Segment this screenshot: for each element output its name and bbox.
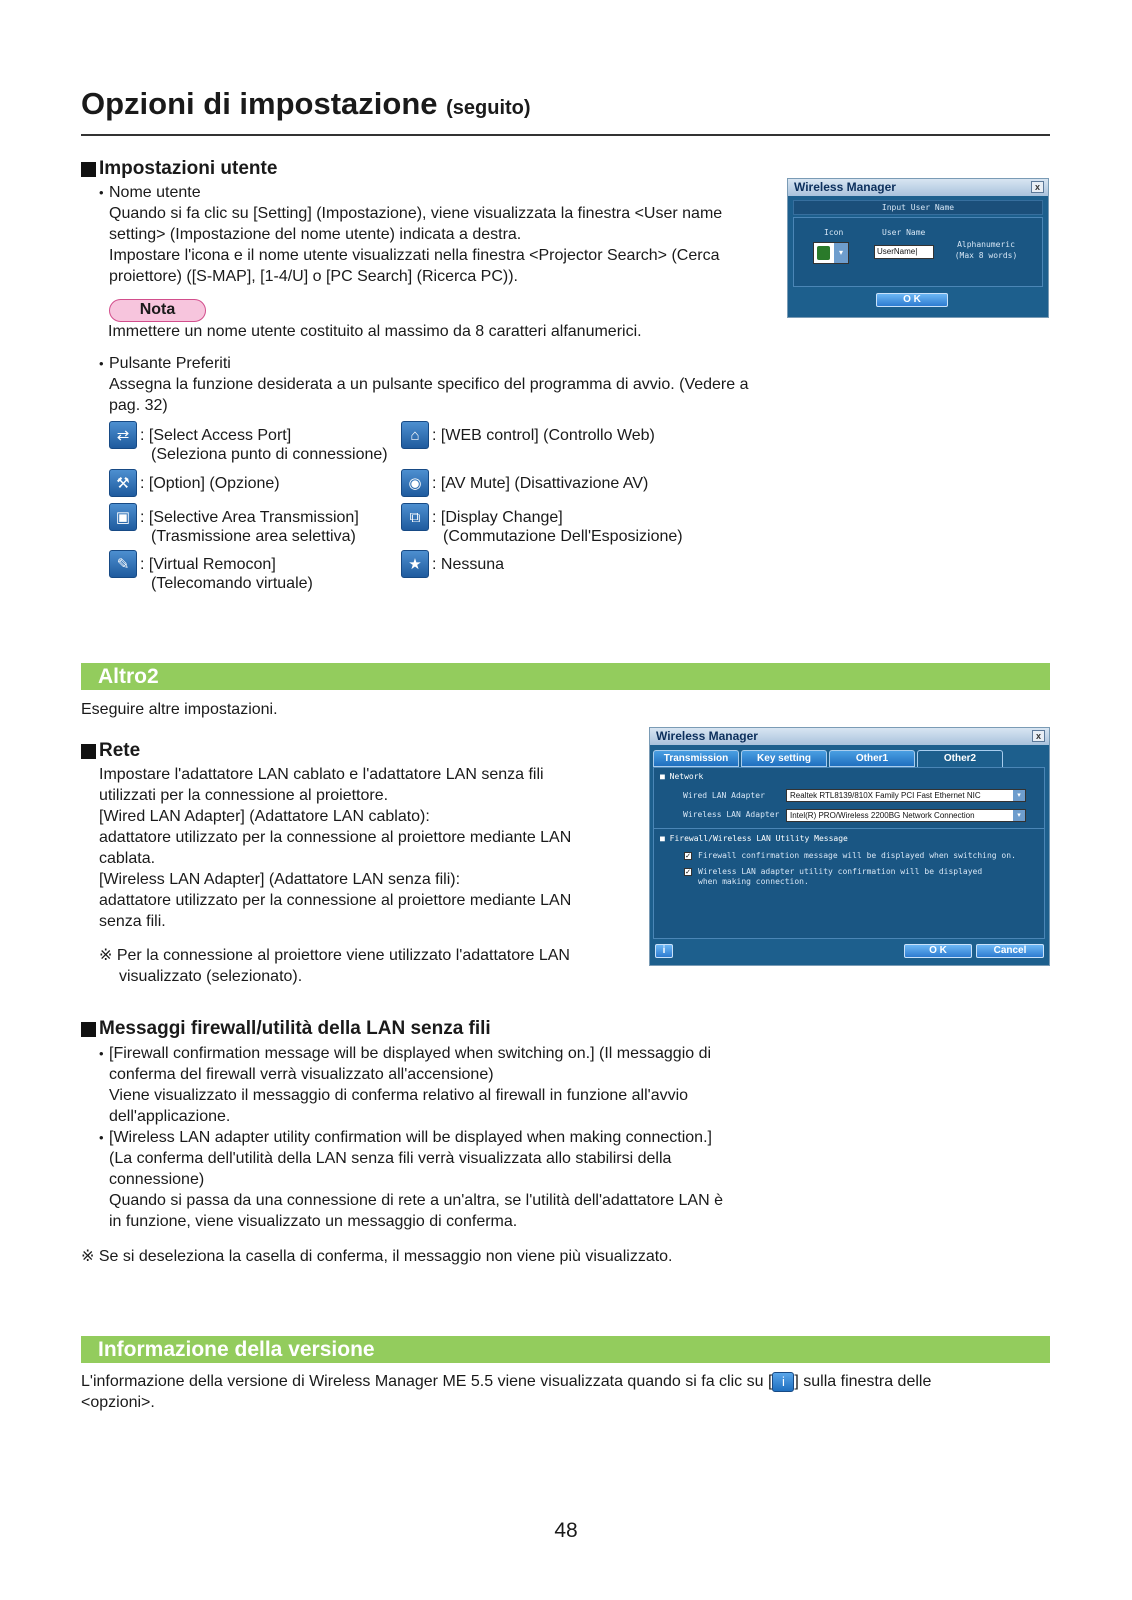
- tab-other2[interactable]: Other2: [917, 750, 1003, 767]
- chevron-down-icon: ▾: [834, 243, 848, 263]
- icon-select[interactable]: [813, 242, 849, 264]
- display-change-icon: ⧉: [401, 503, 429, 531]
- none-star-icon: ★: [401, 550, 429, 578]
- firewall-confirm-checkbox[interactable]: ✓: [685, 853, 691, 860]
- chevron-down-icon: ▾: [1013, 790, 1025, 801]
- input-user-name-header: Input User Name: [793, 200, 1043, 215]
- close-icon[interactable]: x: [1032, 730, 1045, 742]
- favorite-select-access-port: : [Select Access Port] (Seleziona punto di connessione): [140, 427, 388, 463]
- selective-area-icon: ▣: [109, 503, 137, 531]
- firewall-note: ※ Se si deseleziona la casella di conferma, il messaggio non viene più visualizzato.: [81, 1248, 673, 1265]
- favorite-web-control: : [WEB control] (Controllo Web): [432, 427, 655, 444]
- nota-badge: Nota: [109, 299, 206, 322]
- user-name-window: [787, 178, 1049, 318]
- firewall-heading: Messaggi firewall/utilità della LAN senza fili: [81, 1017, 491, 1041]
- page-title-text: Opzioni di impostazione: [81, 86, 438, 121]
- av-mute-icon: ◉: [401, 469, 429, 497]
- title-divider: [81, 134, 1050, 136]
- page-title: [81, 86, 531, 126]
- cancel-button[interactable]: Cancel: [976, 944, 1044, 958]
- firewall-description: • [Firewall confirmation message will be displayed when switching on.] (Il messaggio di conferma del firewall verrà visualizzato all'accensione) Viene visualizzato il messaggio di conferma relativo al firewall in funzione all'avvio dell'applicazione. • [Wireless LAN adapter utility confirmation will be displayed when making connection.] (La conferma dell'utilità della LAN senza fili verrà visualizzata allo stabilirsi della connessione) Quando si passa da una connessione di rete a un'altra, se l'utilità dell'adattatore LAN è in funzione, viene visualizzato un messaggio di conferma.: [99, 1043, 799, 1232]
- wired-lan-adapter-select[interactable]: Realtek RTL8139/810X Family PCI Fast Ethernet NIC ▾: [786, 789, 1026, 802]
- altro2-band: Altro2: [81, 663, 1050, 690]
- favorite-selective-area: : [Selective Area Transmission] (Trasmissione area selettiva): [140, 509, 359, 545]
- user-settings-heading: Impostazioni utente: [81, 157, 277, 181]
- page-number: 48: [554, 1519, 578, 1542]
- favorite-none: : Nessuna: [432, 556, 505, 573]
- rete-description: Impostare l'adattatore LAN cablato e l'adattatore LAN senza fili utilizzati per la connessione al proiettore. [Wired LAN Adapter] (Adattatore LAN cablato): adattatore utilizzato per la connessione al proiettore mediante LAN cablata. [Wireless LAN Adapter] (Adattatore LAN senza fili): adattatore utilizzato per la connessione al proiettore mediante LAN senza fili.: [99, 766, 572, 930]
- favorite-display-change: : [Display Change] (Commutazione Dell'Esposizione): [432, 509, 683, 545]
- divider: [654, 828, 1044, 829]
- network-section-label: ■ Network: [660, 772, 704, 781]
- rete-note: ※ Per la connessione al proiettore viene utilizzato l'adattatore LAN visualizzato (selezionato).: [99, 947, 570, 985]
- user-name-description: • Nome utente Quando si fa clic su [Setting] (Impostazione), viene visualizzata la finestra <User name setting> (Impostazione del nome utente) indicata a destra. Impostare l'icona e il nome utente visualizzati nella finestra <Projector Search> (Cerca proiettore) ([S-MAP], [1-4/U] o [PC Search] (Ricerca PC)).: [99, 182, 779, 287]
- select-access-port-icon: ⇄: [109, 421, 137, 449]
- version-text: L'informazione della versione di Wireless Manager ME 5.5 viene visualizzata quando si fa clic su [ i ] sulla finestra delle <opzioni>.: [81, 1373, 932, 1411]
- section-square-icon: [81, 1022, 96, 1037]
- altro2-intro: Eseguire altre impostazioni.: [81, 701, 278, 718]
- virtual-remocon-icon: ✎: [109, 550, 137, 578]
- tab-other1[interactable]: Other1: [829, 750, 915, 767]
- page-title-suffix: (seguito): [446, 97, 531, 119]
- info-icon: i: [772, 1372, 794, 1392]
- nota-text: Immettere un nome utente costituito al massimo da 8 caratteri alfanumerici.: [108, 323, 642, 340]
- favorite-av-mute: : [AV Mute] (Disattivazione AV): [432, 475, 649, 492]
- other2-window: [649, 727, 1050, 966]
- chevron-down-icon: ▾: [1013, 810, 1025, 821]
- tab-transmission[interactable]: Transmission: [653, 750, 739, 767]
- favorites-description: • Pulsante Preferiti Assegna la funzione desiderata a un pulsante specifico del programma di avvio. (Vedere a pag. 32): [99, 353, 819, 416]
- window-titlebar: Wireless Manager x: [650, 728, 1049, 745]
- info-button[interactable]: i: [655, 944, 673, 958]
- ok-button[interactable]: O K: [876, 293, 948, 307]
- wireless-utility-confirm-checkbox[interactable]: ✓: [685, 869, 691, 876]
- user-name-input[interactable]: UserName|: [874, 245, 934, 259]
- window-titlebar: Wireless Manager x: [788, 179, 1048, 196]
- section-square-icon: [81, 162, 96, 177]
- favorite-virtual-remocon: : [Virtual Remocon] (Telecomando virtuale): [140, 556, 313, 592]
- ok-button[interactable]: O K: [904, 944, 972, 958]
- firewall-section-label: ■ Firewall/Wireless LAN Utility Message: [660, 834, 848, 843]
- favorite-option: : [Option] (Opzione): [140, 475, 280, 492]
- bullet-favorites: • Pulsante Preferiti: [99, 353, 819, 374]
- user-avatar-icon: [817, 246, 830, 260]
- web-control-icon: ⌂: [401, 421, 429, 449]
- close-icon[interactable]: x: [1031, 181, 1044, 193]
- rete-heading: Rete: [81, 739, 140, 763]
- bullet-user-name: • Nome utente: [99, 182, 779, 203]
- other2-panel: ■ Network Wired LAN Adapter Realtek RTL8139/810X Family PCI Fast Ethernet NIC ▾ Wireless LAN Adapter Intel(R) PRO/Wireless 2200BG Network Connection ▾ ■ Firewall/Wireless LAN Utility Message ✓ Firewall confirmation message will be displayed when switching on. ✓ Wireless LAN adapter utility confirmation will be displayed when making connection.: [653, 767, 1045, 939]
- wireless-lan-adapter-select[interactable]: Intel(R) PRO/Wireless 2200BG Network Connection ▾: [786, 809, 1026, 822]
- tab-key-setting[interactable]: Key setting: [741, 750, 827, 767]
- version-band: Informazione della versione: [81, 1336, 1050, 1363]
- user-name-panel: Icon ▾ User Name UserName| Alphanumeric (Max 8 words): [793, 217, 1043, 287]
- option-icon: ⚒: [109, 469, 137, 497]
- section-square-icon: [81, 744, 96, 759]
